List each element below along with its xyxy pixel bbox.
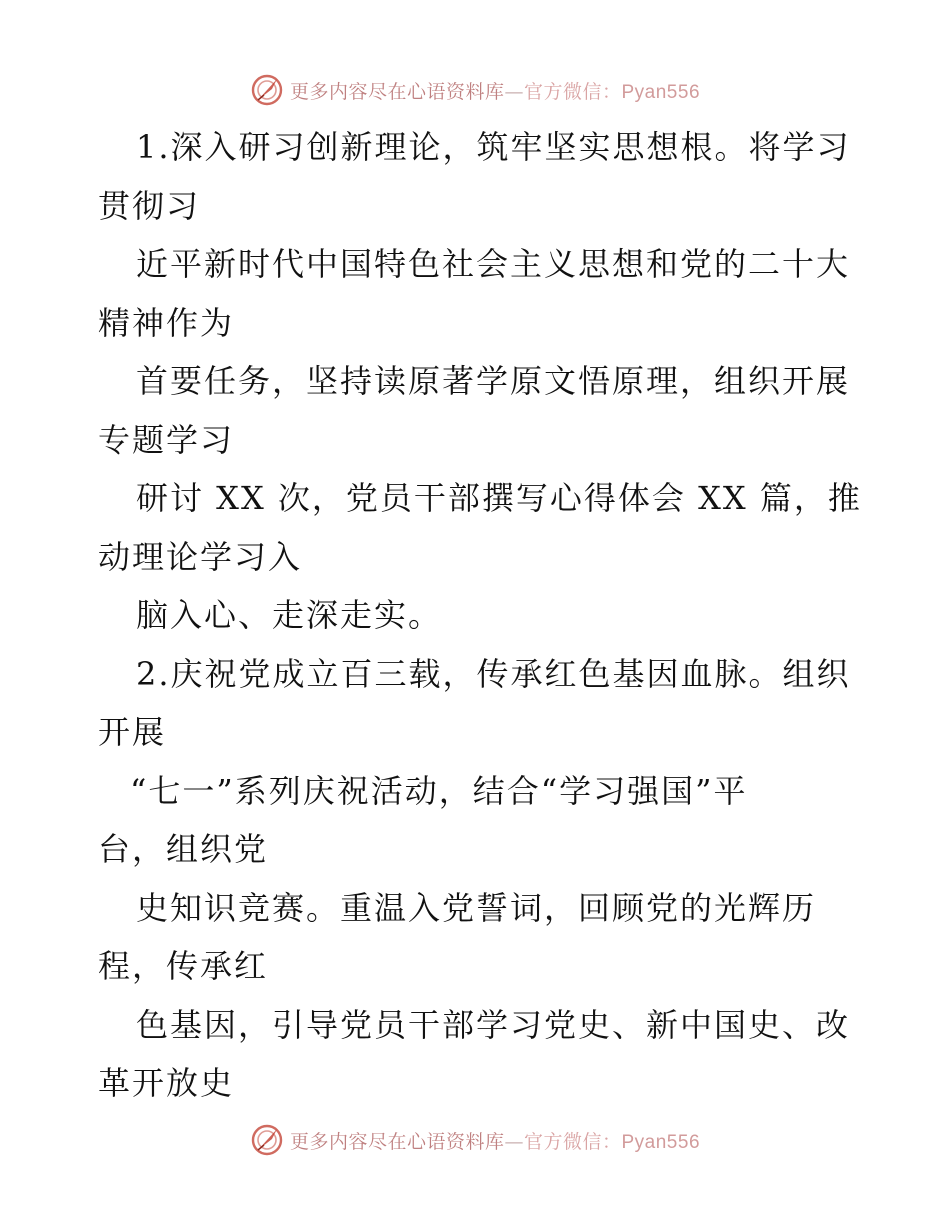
- watermark-main-text: 更多内容尽在心语资料库: [289, 80, 505, 103]
- footer-watermark: [0, 1120, 950, 1160]
- watermark-text: [290, 77, 700, 104]
- watermark-separator: —: [504, 1130, 524, 1153]
- watermark-official-label: 官方微信：: [523, 1130, 622, 1153]
- watermark-separator: —: [504, 80, 524, 103]
- text-line: 革开放史: [98, 1064, 235, 1102]
- text-line: 2.庆祝党成立百三载，传承红色基因血脉。组织: [136, 654, 851, 693]
- text-line: “七一”系列庆祝活动，结合“学习强国”平: [130, 771, 748, 810]
- header-watermark: [0, 70, 950, 110]
- text-line: 首要任务，坚持读原著学原文悟原理，组织开展: [136, 362, 851, 400]
- text-line: 贯彻习: [98, 186, 201, 225]
- text-line: 近平新时代中国特色社会主义思想和党的二十大: [136, 245, 851, 283]
- quill-logo-icon: [250, 73, 284, 107]
- text-line: 开展: [98, 713, 167, 751]
- text-line: 脑入心、走深走实。: [136, 596, 443, 634]
- watermark-wechat-id: Pyan556: [621, 1131, 701, 1153]
- text-line: 史知识竞赛。重温入党誓词，回顾党的光辉历: [136, 888, 817, 927]
- text-line: 动理论学习入: [98, 537, 303, 576]
- text-line: 程，传承红: [98, 947, 269, 985]
- watermark-wechat-id: Pyan556: [621, 81, 701, 103]
- watermark-official-label: 官方微信：: [523, 80, 622, 103]
- text-line: 1.深入研习创新理论，筑牢坚实思想根。将学习: [136, 128, 851, 166]
- watermark-main-text: 更多内容尽在心语资料库: [289, 1130, 505, 1153]
- watermark-text: [290, 1127, 700, 1154]
- text-line: 精神作为: [98, 303, 235, 342]
- text-line: 色基因，引导党员干部学习党史、新中国史、改: [136, 1005, 851, 1044]
- text-line: 专题学习: [98, 420, 235, 459]
- text-line: 台，组织党: [98, 830, 269, 868]
- quill-logo-icon: [250, 1123, 284, 1157]
- text-line: 研讨 XX 次，党员干部撰写心得体会 XX 篇，推: [136, 479, 862, 517]
- document-body: [98, 118, 862, 1113]
